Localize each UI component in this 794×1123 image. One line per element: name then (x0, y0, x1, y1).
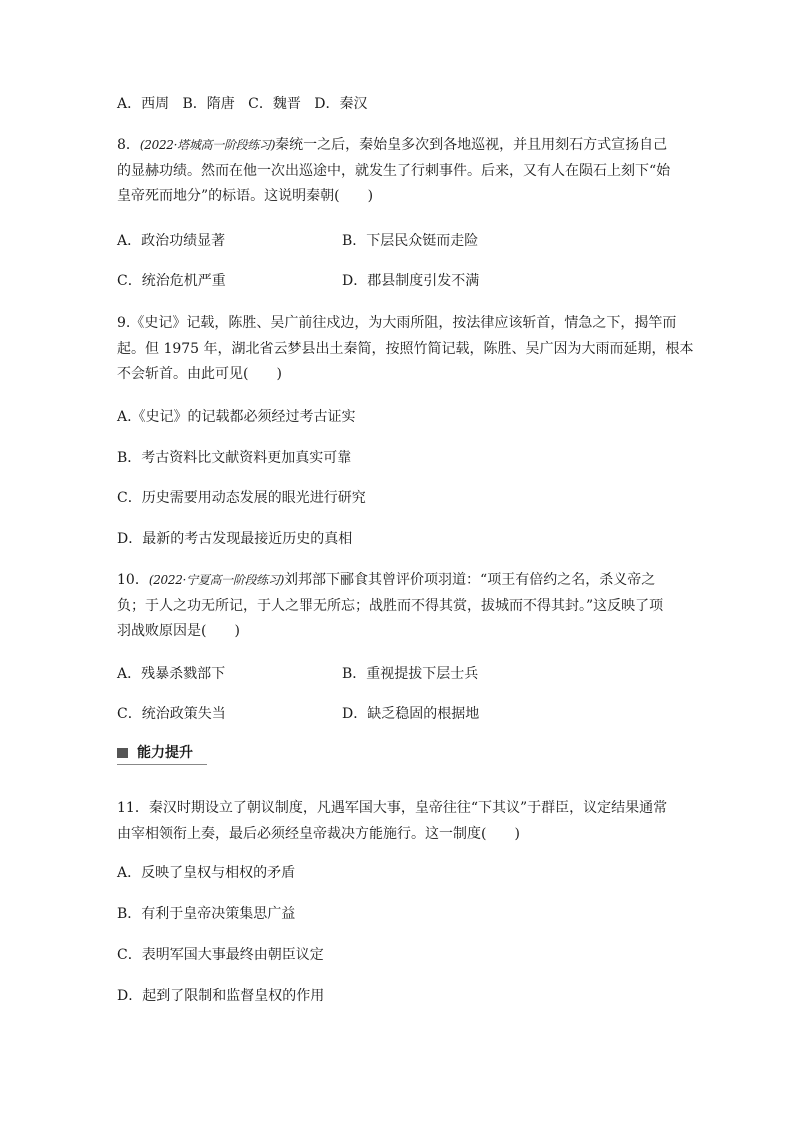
q10-line-1: 刘邦部下郦食其曾评价项羽道：“项王有倍约之名，杀义帝之 (284, 572, 656, 588)
q8-option-b: B．下层民众铤而走险 (342, 233, 479, 249)
q10-source: (2022·宁夏高一阶段练习) (148, 573, 285, 587)
q8-line-2: 的显赫功绩。然而在他一次出巡途中，就发生了行刺事件。后来，又有人在陨石上刻下“始 (117, 162, 671, 179)
q8-stem (117, 133, 717, 210)
q10-line-3: 羽战败原因是( ) (117, 623, 240, 639)
q11-option-a: A．反映了皇权与相权的矛盾 (117, 865, 296, 881)
q10-options-row-1 (117, 663, 717, 685)
q9-option-c: C．历史需要用动态发展的眼光进行研究 (117, 490, 366, 506)
q10-line-2: 负；于人之功无所记，于人之罪无所忘；战胜而不得其赏，拔城而不得其封。”这反映了项 (117, 597, 664, 614)
q10-number: 10． (117, 572, 149, 588)
q8-number: 8． (117, 137, 140, 153)
q8-option-a: A．政治功绩显著 (117, 233, 226, 249)
q10-option-a: A．残暴杀戮部下 (117, 666, 226, 682)
q11-line-1: 11．秦汉时期设立了朝议制度，凡遇军国大事，皇帝往往“下其议”于群臣，议定结果通常 (117, 800, 668, 816)
q10-stem (117, 568, 717, 645)
q11-line-2: 由宰相领衔上奏，最后必须经皇帝裁决方能施行。这一制度( ) (117, 825, 520, 842)
q9-line-2: 起。但 1975 年，湖北省云梦县出土秦简，按照竹简记载，陈胜、吴广因为大雨而延期，根本 (117, 340, 694, 357)
q8-source: (2022·塔城高一阶段练习) (139, 138, 276, 152)
q8-line-1: 秦统一之后，秦始皇多次到各地巡视，并且用刻石方式宣扬自己 (275, 137, 668, 153)
q7-option-c: C．魏晋 (248, 96, 301, 112)
q11-option-c: C．表明军国大事最终由朝臣议定 (117, 947, 324, 963)
q8-option-d: D．郡县制度引发不满 (342, 273, 480, 289)
q9-option-b: B．考古资料比文献资料更加真实可靠 (117, 450, 352, 466)
q8-options-row-2 (117, 270, 717, 292)
q11-option-b: B．有利于皇帝决策集思广益 (117, 906, 296, 922)
q7-option-b: B．隋唐 (182, 96, 235, 112)
q9-option-d: D．最新的考古发现最接近历史的真相 (117, 531, 353, 547)
section-heading (117, 742, 207, 765)
q11-option-d: D．起到了限制和监督皇权的作用 (117, 988, 325, 1004)
q10-option-c: C．统治政策失当 (117, 706, 226, 722)
q7-option-d: D．秦汉 (314, 96, 368, 112)
section-square-icon (117, 748, 128, 758)
q10-option-b: B．重视提拔下层士兵 (342, 666, 479, 682)
q9-stem (117, 311, 717, 388)
q9-line-3: 不会斩首。由此可见( ) (117, 366, 282, 382)
q10-option-d: D．缺乏稳固的根据地 (342, 706, 480, 722)
section-title: 能力提升 (137, 745, 193, 761)
q8-option-c: C．统治危机严重 (117, 273, 226, 289)
q8-line-3: 皇帝死而地分”的标语。这说明秦朝( ) (117, 188, 374, 204)
q7-options (117, 93, 717, 115)
q8-options-row-1 (117, 230, 717, 252)
q7-option-a: A．西周 (117, 96, 170, 112)
q9-option-a: A.《史记》的记载都必须经过考古证实 (117, 409, 356, 425)
q9-line-1: 9.《史记》记载，陈胜、吴广前往戍边，为大雨所阻，按法律应该斩首，情急之下，揭竿而 (117, 315, 677, 331)
q11-stem (117, 796, 717, 847)
q10-options-row-2 (117, 703, 717, 725)
